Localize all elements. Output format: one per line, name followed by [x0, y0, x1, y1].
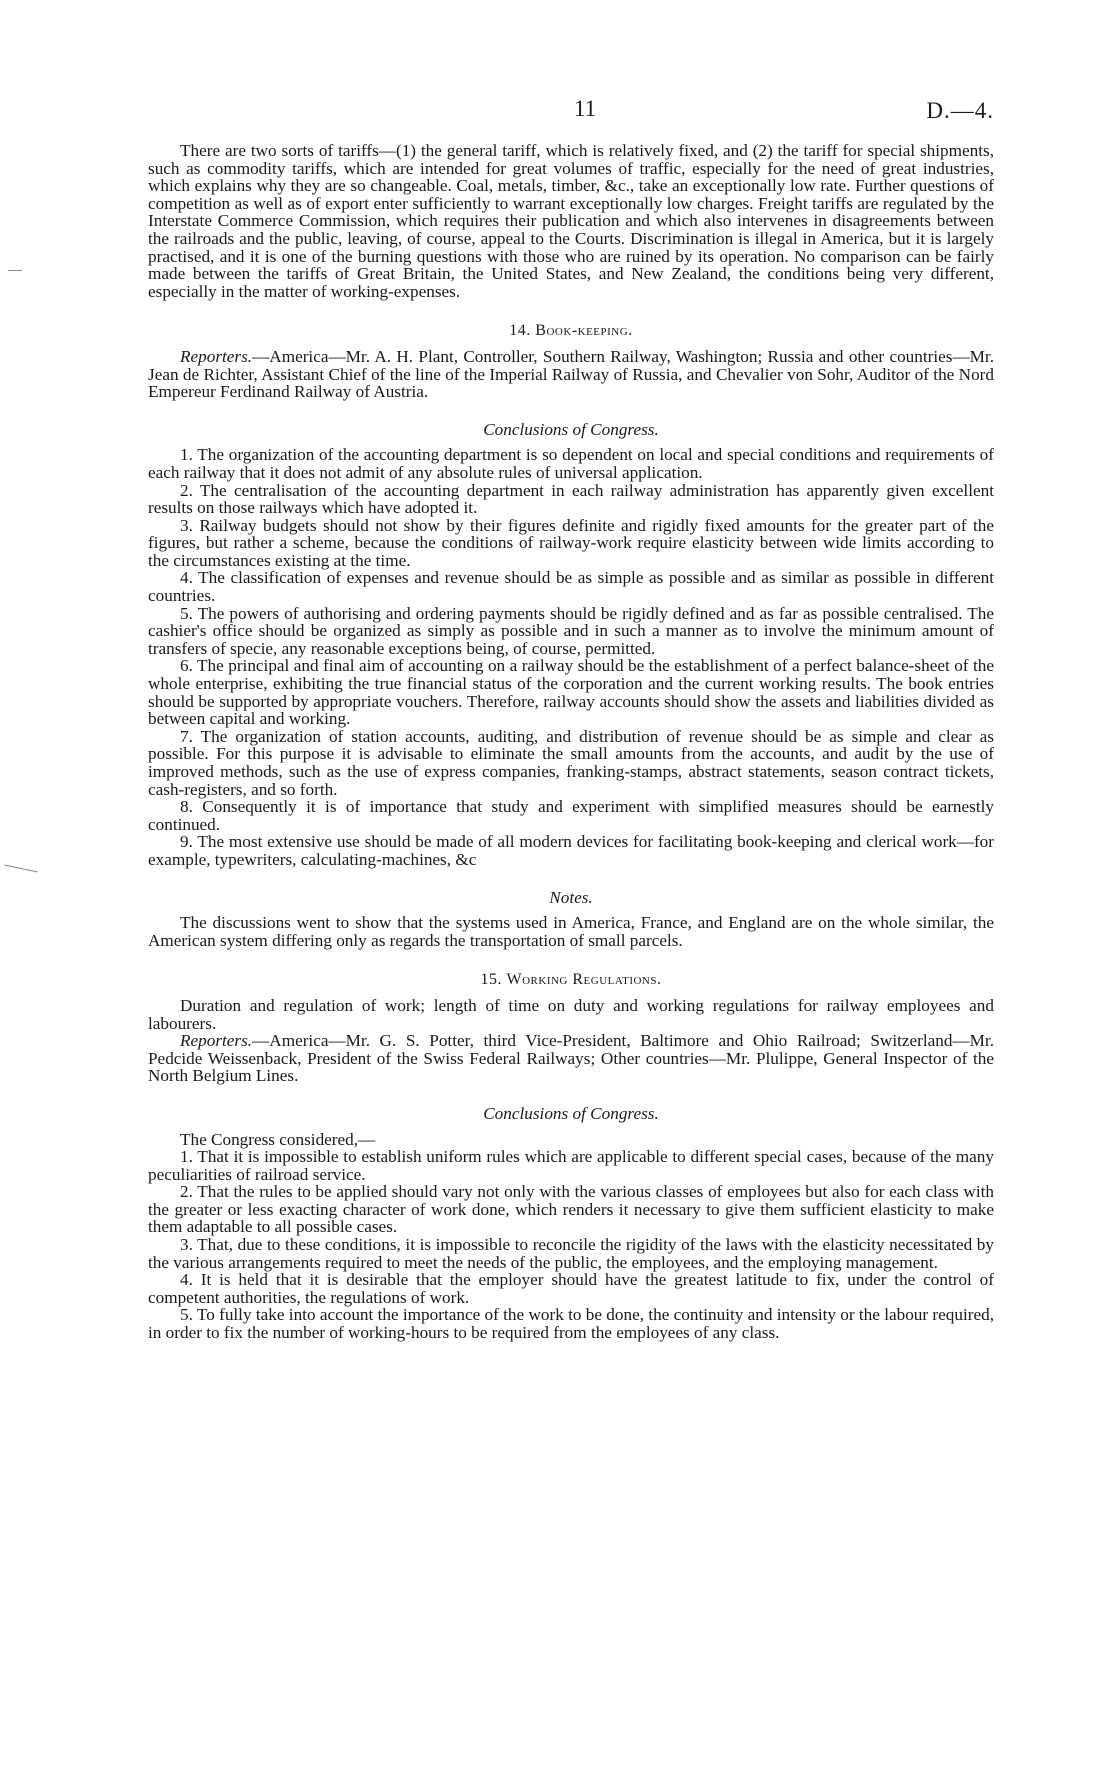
section-15-conclusions-heading: Conclusions of Congress.: [483, 1103, 659, 1123]
reporters-label: Reporters.: [180, 346, 253, 366]
margin-mark-middle: [4, 864, 37, 872]
section-15-conclusions-list: [148, 1148, 994, 1342]
page-number: 11: [574, 96, 597, 121]
notes-paragraph: The discussions went to show that the systems used in America, France, and England are on the whole similar, the American system differing only as regards the transportation of small parcels.: [148, 913, 994, 950]
conclusion-item: 2. The centralisation of the accounting department in each railway administration has apparently given excellent results on those railways which have adopted it.: [148, 480, 994, 518]
conclusion-item: 5. To fully take into account the importance of the work to be done, the continuity and intensity or the labour required, in order to fix the number of working-hours to be required from the employees of any class.: [148, 1305, 994, 1343]
conclusion-item: 3. Railway budgets should not show by their figures definite and rigidly fixed amounts for the greater part of the figures, but rather a scheme, because the conditions of railway-work require elasticity between wide limits according to the circumstances existing at the time.: [148, 515, 994, 570]
conclusion-item: 4. The classification of expenses and revenue should be as simple as possible and as similar as possible in different countries.: [148, 568, 994, 606]
notes-heading: Notes.: [549, 887, 593, 907]
section-15-reporters: [148, 1032, 994, 1085]
document-reference: D.—4.: [926, 98, 994, 123]
conclusion-item: 7. The organization of station accounts, auditing, and distribution of revenue should be as simple and clear as possible. For this purpose it is advisable to eliminate the small amounts from the accounts, and audit by the use of improved methods, such as the use of express companies, franking-stamps, abstract statements, season contract tickets, cash-registers, and so forth.: [148, 726, 994, 799]
page-header: [148, 96, 994, 132]
conclusion-item: 4. It is held that it is desirable that the employer should have the greatest latitude to fix, under the control of competent authorities, the regulations of work.: [148, 1270, 994, 1307]
section-14-reporters: [148, 348, 994, 401]
document-page: [148, 96, 994, 1342]
reporters-text: —America—Mr. G. S. Potter, third Vice-President, Baltimore and Ohio Railroad; Switzerland—Mr. Pedcide Weissenback, President of the Swiss Federal Railways; Other countries—Mr. Plulippe, General Inspector of the North Belgium Lines.: [148, 1031, 994, 1086]
intro-paragraph: There are two sorts of tariffs—(1) the general tariff, which is relatively fixed, and (2) the tariff for special shipments, such as commodity tariffs, which are intended for great volumes of traffic, especially for the need of great industries, which explains why they are so changeable. Coal, metals, timber, &c., take an exceptionally low rate. Further questions of competition as well as of export enter sufficiently to warrant exceptionally low charges. Freight tariffs are regulated by the Interstate Commerce Commission, which requires their publication and which also intervenes in disagreements between the railroads and the public, leaving, of course, appeal to the Courts. Discrimination is illegal in America, but it is largely practised, and it is one of the burning questions with those who are ruined by its operation. No comparison can be fairly made between the tariffs of Great Britain, the United States, and New Zealand, the conditions being very different, especially in the matter of working-expenses.: [148, 141, 994, 301]
conclusion-item: 8. Consequently it is of importance that study and experiment with simplified measures should be earnestly continued.: [148, 797, 994, 834]
conclusion-item: 1. The organization of the accounting department is so dependent on local and special conditions and requirements of each railway that it does not admit of any absolute rules of universal application.: [148, 445, 994, 482]
section-15-title: Working Regulations.: [506, 971, 662, 989]
conclusion-item: 1. That it is impossible to establish uniform rules which are applicable to different special cases, because of the many peculiarities of railroad service.: [148, 1147, 994, 1184]
section-14-title: Book-keeping.: [535, 322, 633, 340]
section-15-intro: Duration and regulation of work; length of time on duty and working regulations for railway employees and labourers.: [148, 995, 994, 1033]
conclusion-item: 3. That, due to these conditions, it is impossible to reconcile the rigidity of the laws with the elasticity necessitated by the various arrangements required to meet the needs of the public, the employees, and the employing management.: [148, 1235, 994, 1272]
section-14-conclusions-heading: Conclusions of Congress.: [483, 419, 659, 439]
conclusion-item: 6. The principal and final aim of accounting on a railway should be the establishment of a perfect balance-sheet of the whole enterprise, exhibiting the true financial status of the corporation and the current working results. The book entries should be supported by appropriate vouchers. Therefore, railway accounts should show the assets and liabilities divided as between capital and working.: [148, 656, 994, 729]
section-15-heading: [148, 971, 994, 989]
congress-considered: The Congress considered,—: [180, 1129, 376, 1149]
section-14-heading: [148, 322, 994, 340]
margin-mark-upper: [8, 270, 22, 271]
section-15-number: 15.: [480, 971, 502, 989]
reporters-text: —America—Mr. A. H. Plant, Controller, Southern Railway, Washington; Russia and other countries—Mr. Jean de Richter, Assistant Chief of the line of the Imperial Railway of Russia, and Chevalier von Sohr, Auditor of the Nord Empereur Ferdinand Railway of Austria.: [148, 346, 994, 402]
conclusion-item: 9. The most extensive use should be made of all modern devices for facilitating book-keeping and clerical work—for example, typewriters, calculating-machines, &c: [148, 832, 994, 869]
reporters-label: Reporters.: [180, 1031, 253, 1051]
conclusion-item: 2. That the rules to be applied should vary not only with the various classes of employees but also for each class with the greater or less exacting character of work done, which renders it necessary to give them sufficient elasticity to make them adaptable to all possible cases.: [148, 1182, 994, 1237]
conclusion-item: 5. The powers of authorising and ordering payments should be rigidly defined and as far as possible centralised. The cashier's office should be organized as simply as possible and in such a manner as to involve the minimum amount of transfers of specie, any reasonable exceptions being, of course, permitted.: [148, 603, 994, 658]
section-14-conclusions-list: [148, 446, 994, 868]
section-14-number: 14.: [509, 322, 531, 340]
